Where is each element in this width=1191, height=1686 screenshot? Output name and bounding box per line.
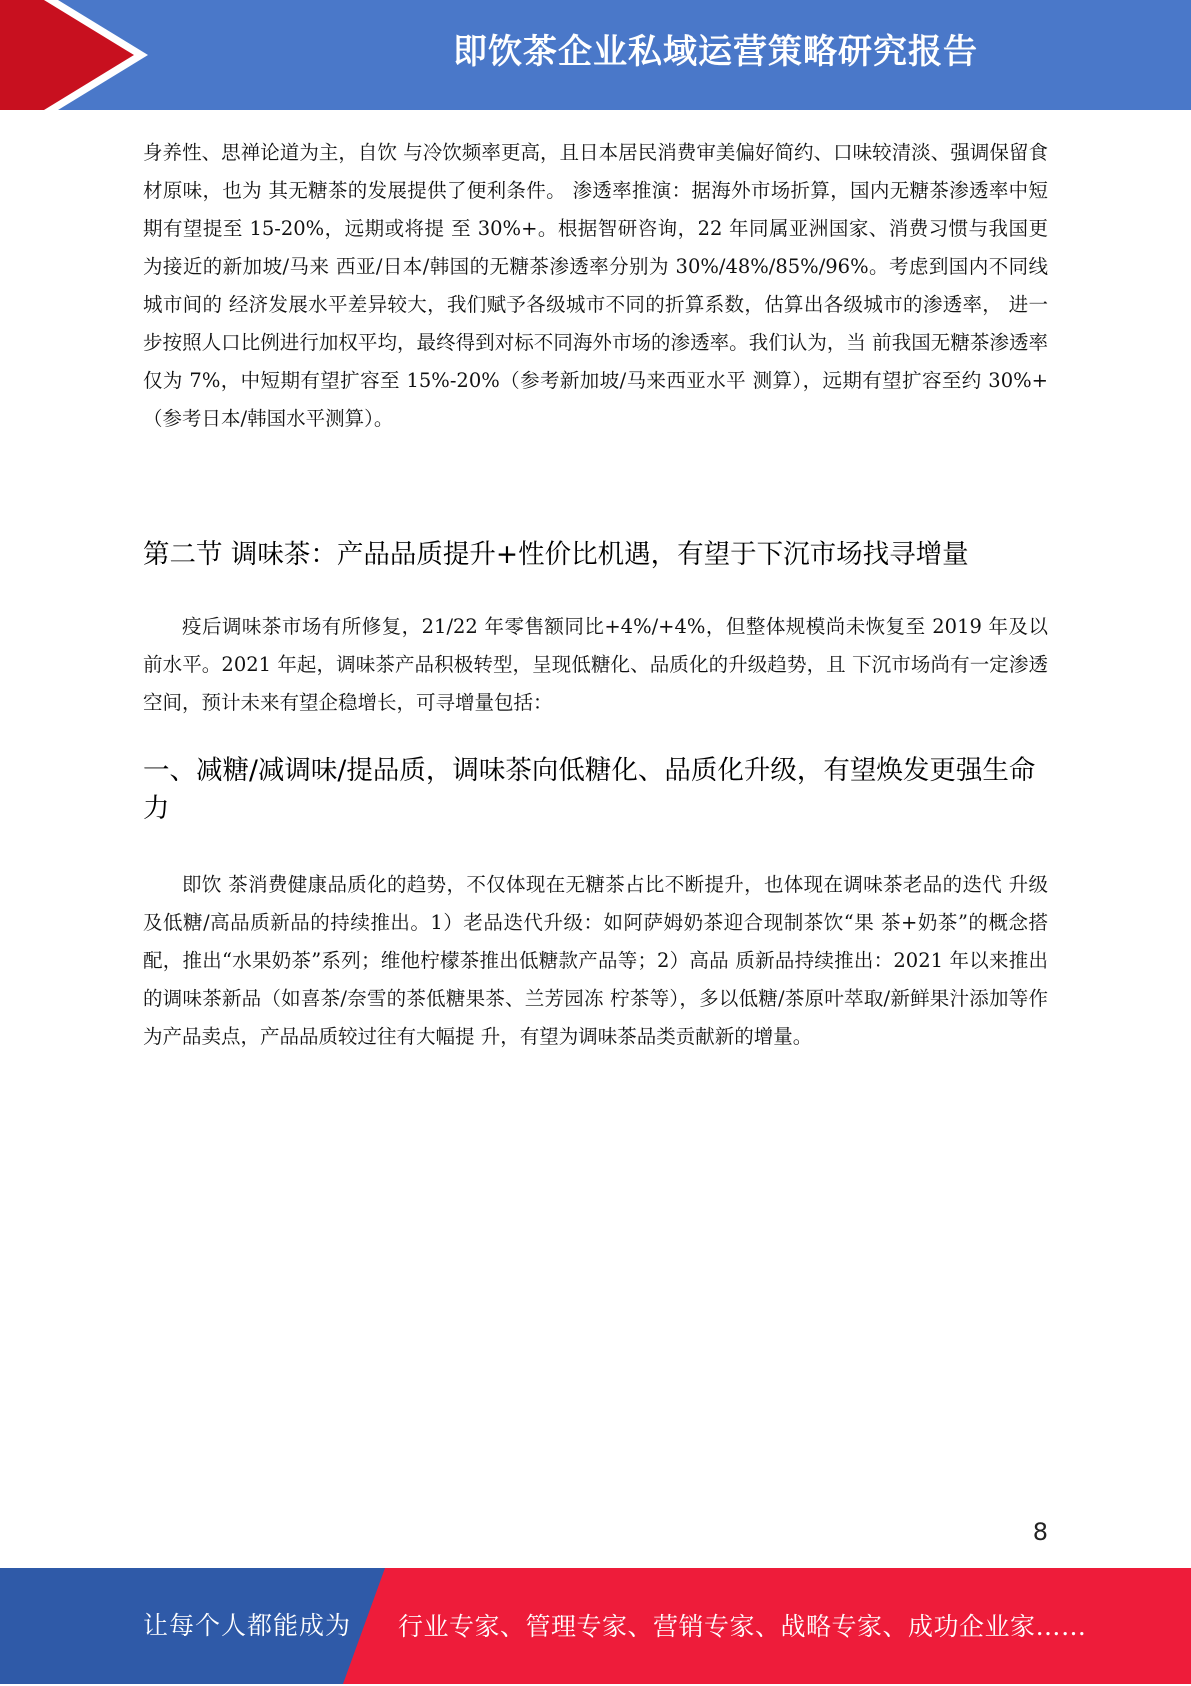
footer-slogan-left: 让每个人都能成为	[143, 1611, 352, 1640]
body-paragraph-flavored-tea-recovery: 疫后调味茶市场有所修复，21/22 年零售额同比+4%/+4%，但整体规模尚未恢复至 2019 年及以前水平。2021 年起，调味茶产品积极转型，呈现低糖化、品质化的升级趋势，且 下沉市场尚有一定渗透空间，预计未来有望企稳增长，可寻增量包括：	[143, 615, 1048, 714]
body-paragraph-product-upgrade: 即饮 茶消费健康品质化的趋势，不仅体现在无糖茶占比不断提升，也体现在调味茶老品的迭代 升级及低糖/高品质新品的持续推出。1）老品迭代升级：如阿萨姆奶茶迎合现制茶饮“果 茶+奶茶”的概念搭配，推出“水果奶茶”系列；维他柠檬茶推出低糖款产品等；2）高品 质新品持续推出：2021 年以来推出的调味茶新品（如喜茶/奈雪的茶低糖果茶、兰芳园冻 柠茶等），多以低糖/茶原叶萃取/新鲜果汁添加等作为产品卖点，产品品质较过往有大幅提 升，有望为调味茶品类贡献新的增量。	[143, 873, 1048, 1048]
section-heading-flavored-tea: 第二节 调味茶：产品品质提升+性价比机遇，有望于下沉市场找寻增量	[143, 539, 969, 570]
subsection-heading-low-sugar: 一、减糖/减调味/提品质，调味茶向低糖化、品质化升级，有望焕发更强生命力	[143, 755, 1036, 824]
footer-slogan-right: 行业专家、管理专家、营销专家、战略专家、成功企业家……	[398, 1612, 1087, 1641]
page-number: 8	[1032, 1518, 1048, 1546]
page-footer	[0, 1568, 1191, 1684]
body-paragraph-penetration: 身养性、思禅论道为主，自饮 与冷饮频率更高，且日本居民消费审美偏好简约、口味较清淡、强调保留食材原味，也为 其无糖茶的发展提供了便利条件。 渗透率推演：据海外市场折算，国内无糖茶渗透率中短期有望提至 15-20%，远期或将提 至 30%+。根据智研咨询，22 年同属亚洲国家、消费习惯与我国更为接近的新加坡/马来 西亚/日本/韩国的无糖茶渗透率分别为 30%/48%/85%/96%。考虑到国内不同线城市间的 经济发展水平差异较大，我们赋予各级城市不同的折算系数，估算出各级城市的渗透率， 进一步按照人口比例进行加权平均，最终得到对标不同海外市场的渗透率。我们认为，当 前我国无糖茶渗透率仅为 7%，中短期有望扩容至 15%-20%（参考新加坡/马来西亚水平 测算），远期有望扩容至约 30%+（参考日本/韩国水平测算）。	[143, 141, 1048, 430]
report-title: 即饮茶企业私域运营策略研究报告	[453, 32, 978, 72]
page-header	[0, 0, 1191, 110]
